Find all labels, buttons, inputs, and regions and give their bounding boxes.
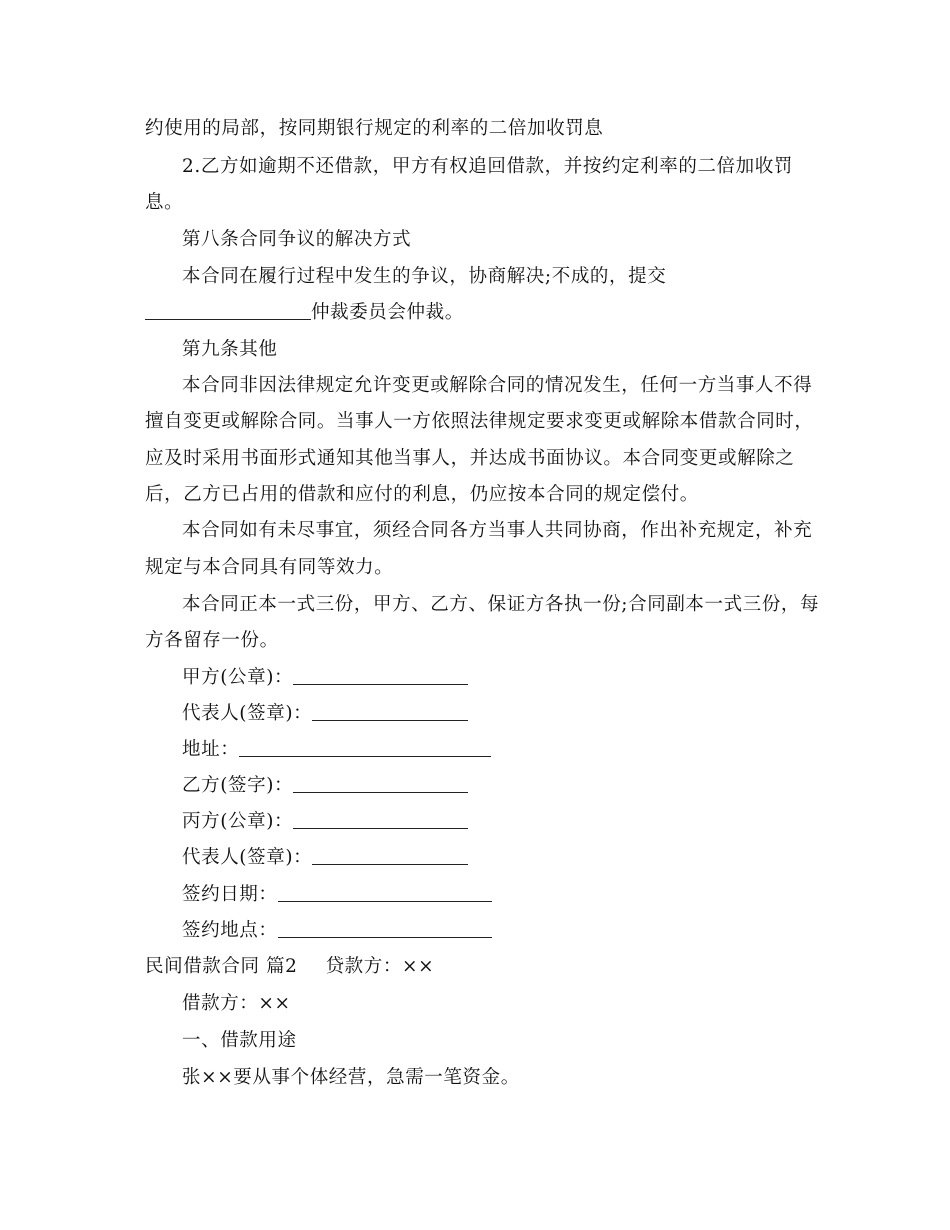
signature-rep-c: [182, 846, 468, 870]
paragraph-line: 息。: [145, 192, 184, 213]
arbitration-line: [145, 301, 464, 325]
signature-blank: [293, 774, 468, 793]
paragraph-line: 本合同正本一式三份，甲方、乙方、保证方各执一份;合同副本一式三份，每: [182, 594, 820, 615]
paragraph-line: 张××要从事个体经营，急需一笔资金。: [182, 1067, 520, 1088]
signature-blank: [312, 702, 468, 721]
arbitration-blank: [145, 301, 311, 320]
signature-blank: [293, 666, 468, 685]
paragraph-line: 本合同非因法律规定允许变更或解除合同的情况发生，任何一方当事人不得: [182, 375, 813, 396]
signature-label: 丙方(公章)：: [182, 811, 294, 832]
signature-label: 乙方(签字)：: [182, 775, 294, 796]
article-8-heading: 第八条合同争议的解决方式: [182, 229, 412, 250]
article-9-heading: 第九条其他: [182, 339, 278, 360]
signature-label: 代表人(签章)：: [182, 703, 313, 724]
signature-blank: [293, 810, 468, 829]
paragraph-line: 方各留存一份。: [145, 630, 279, 651]
section2-heading-1: 一、借款用途: [182, 1030, 297, 1051]
arbitration-text: 仲裁委员会仲裁。: [311, 302, 464, 323]
paragraph-line: 本合同在履行过程中发生的争议，协商解决;不成的，提交: [182, 266, 667, 287]
paragraph-line: 擅自变更或解除合同。当事人一方依照法律规定要求变更或解除本借款合同时，: [145, 411, 814, 432]
signature-blank: [312, 846, 468, 865]
paragraph-line: 规定与本合同具有同等效力。: [145, 557, 394, 578]
signature-label: 地址：: [182, 739, 240, 760]
signature-rep-a: [182, 702, 468, 726]
signature-blank: [239, 738, 491, 757]
signature-blank: [278, 883, 492, 902]
paragraph-line: 应及时采用书面形式通知其他当事人，并达成书面协议。本合同变更或解除之: [145, 448, 795, 469]
signature-date: [182, 883, 492, 907]
signature-party-c: [182, 810, 468, 834]
signature-party-a: [182, 666, 468, 690]
paragraph-line: 后，乙方已占用的借款和应付的利息，仍应按本合同的规定偿付。: [145, 484, 699, 505]
section2-title: 民间借款合同 篇2: [145, 956, 298, 977]
lender-line: 贷款方：××: [325, 956, 435, 977]
signature-label: 签约日期：: [182, 884, 278, 905]
section2-title-line: [145, 955, 434, 979]
signature-blank: [278, 919, 492, 938]
paragraph-line: 本合同如有未尽事宜，须经合同各方当事人共同协商，作出补充规定，补充: [182, 520, 813, 541]
paragraph-line: 约使用的局部，按同期银行规定的利率的二倍加收罚息: [145, 118, 604, 139]
borrower-line: 借款方：××: [182, 993, 291, 1014]
signature-place: [182, 919, 492, 943]
signature-label: 甲方(公章)：: [182, 667, 294, 688]
signature-address: [182, 738, 491, 762]
signature-label: 签约地点：: [182, 920, 278, 941]
signature-party-b: [182, 774, 468, 798]
paragraph-line: 2.乙方如逾期不还借款，甲方有权追回借款，并按约定利率的二倍加收罚: [182, 156, 793, 177]
signature-label: 代表人(签章)：: [182, 847, 313, 868]
